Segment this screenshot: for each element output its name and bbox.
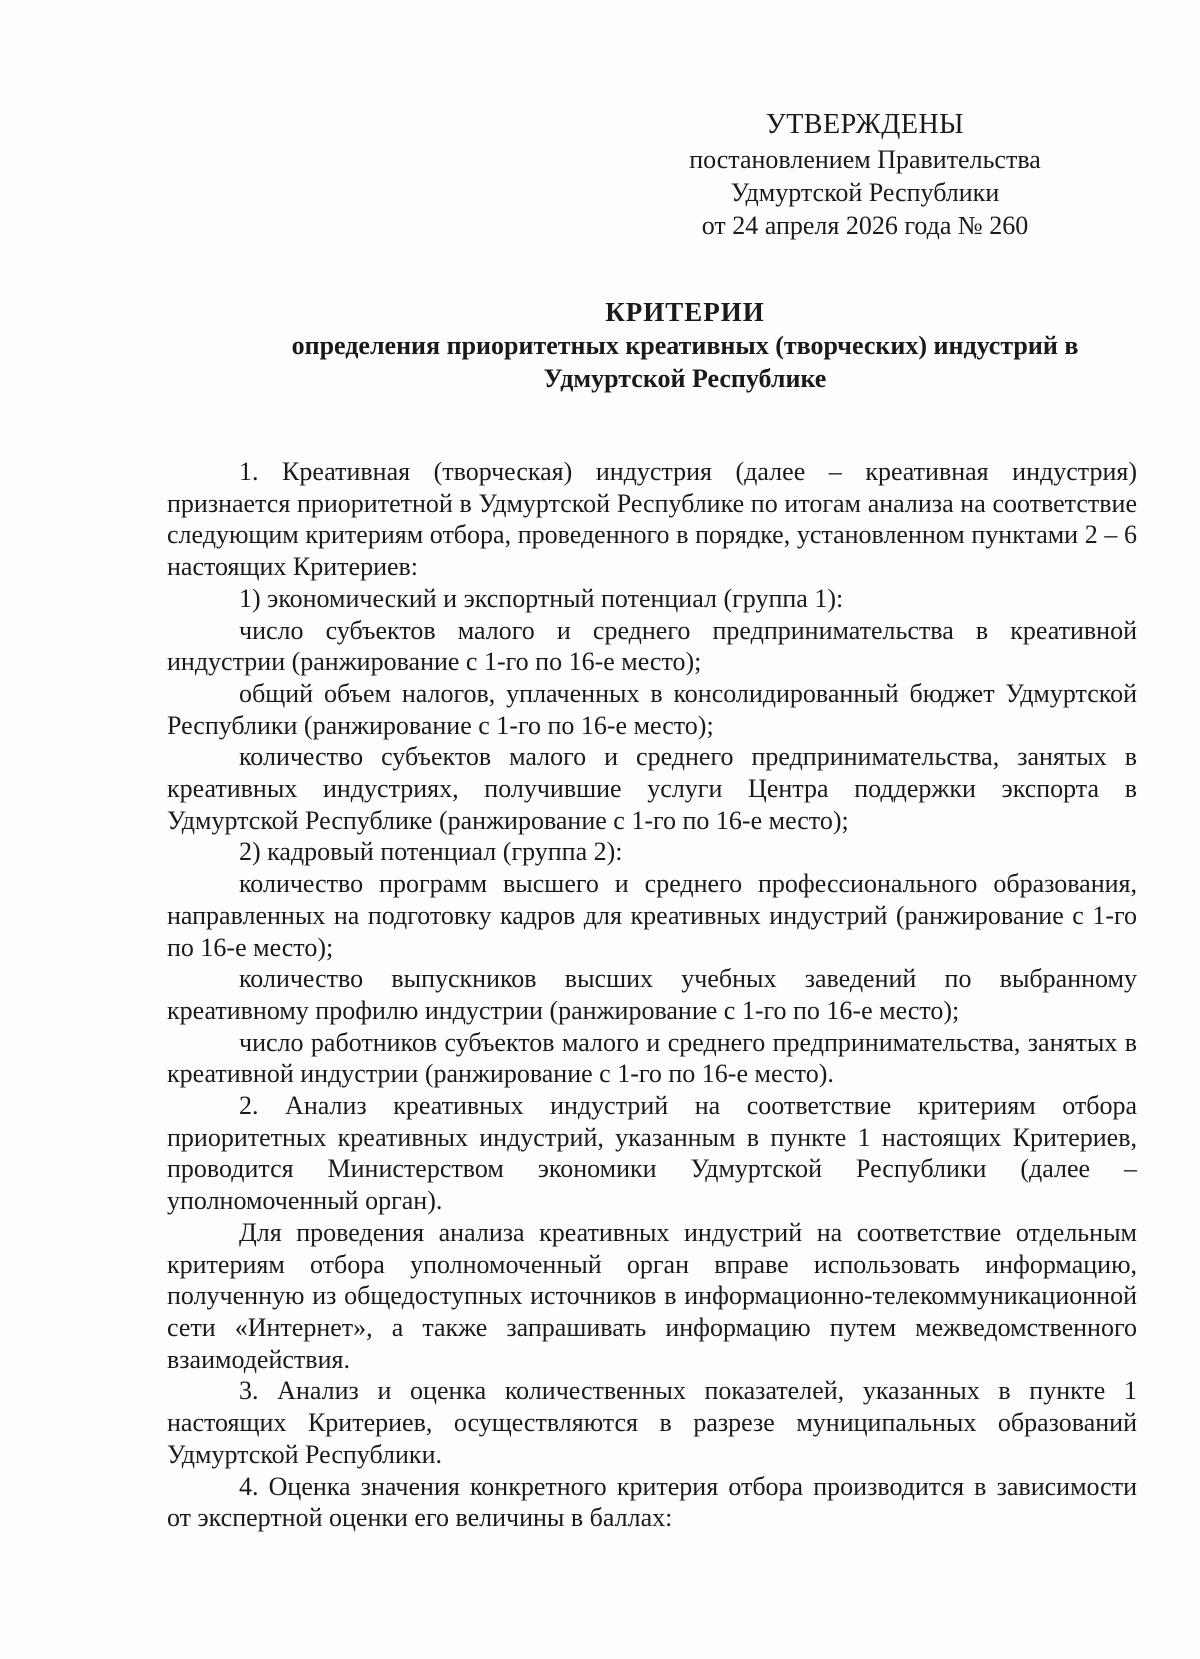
document-title: КРИТЕРИИ bbox=[605, 297, 765, 327]
document-subtitle: определения приоритетных креативных (творческих) индустрий в bbox=[291, 331, 1079, 360]
approval-line: Удмуртской Республики bbox=[730, 178, 1000, 207]
paragraph: Для проведения анализа креативных индустрий на соответствие отдельным критериям отбора уполномоченный орган вправе использовать информацию, полученную из общедоступных источников в информационно-телекоммуникационной сети «Интернет», а также запрашивать информацию путем межведомственного взаимодействия. bbox=[167, 1217, 1137, 1374]
paragraph: количество программ высшего и среднего профессионального образования, направленных на подготовку кадров для креативных индустрий (ранжирование с 1-го по 16-е место); bbox=[167, 869, 1137, 962]
paragraph: 1) экономический и экспортный потенциал (группа 1): bbox=[239, 583, 844, 613]
paragraph: общий объем налогов, уплаченных в консолидированный бюджет Удмуртской Республики (ранжирование с 1-го по 16-е место); bbox=[167, 678, 1137, 740]
paragraph: число работников субъектов малого и среднего предпринимательства, занятых в креативной индустрии (ранжирование с 1-го по 16-е место). bbox=[167, 1027, 1137, 1089]
paragraph: 2) кадровый потенциал (группа 2): bbox=[239, 837, 623, 867]
paragraph: количество субъектов малого и среднего предпринимательства, занятых в креативных индустриях, получившие услуги Центра поддержки экспорта в Удмуртской Республике (ранжирование с 1-го по 16-е место); bbox=[167, 742, 1137, 835]
paragraph: 4. Оценка значения конкретного критерия отбора производится в зависимости от экспертной оценки его величины в баллах: bbox=[167, 1471, 1137, 1533]
approval-line: постановлением Правительства bbox=[689, 145, 1041, 174]
paragraph: количество выпускников высших учебных заведений по выбранному креативному профилю индустрии (ранжирование с 1-го по 16-е место); bbox=[167, 964, 1137, 1025]
paragraph: число субъектов малого и среднего предпринимательства в креативной индустрии (ранжирование с 1-го по 16-е место); bbox=[167, 615, 1137, 677]
document-heading bbox=[160, 296, 1200, 395]
paragraph: 3. Анализ и оценка количественных показателей, указанных в пункте 1 настоящих Критериев, осуществляются в разрезе муниципальных образований Удмуртской Республики. bbox=[167, 1376, 1137, 1469]
document-subtitle: Удмуртской Республике bbox=[543, 364, 827, 393]
paragraph: 1. Креативная (творческая) индустрия (далее – креативная индустрия) признается приоритетной в Удмуртской Республике по итогам анализа на соответствие следующим критериям отбора, проведенного в порядке, установленном пунктами 2 – 6 настоящих Критериев: bbox=[167, 457, 1137, 582]
document-body bbox=[167, 456, 1137, 1534]
approval-title: УТВЕРЖДЕНЫ bbox=[765, 109, 965, 140]
approval-date-line: от 24 апреля 2026 года № 260 bbox=[701, 211, 1029, 240]
approval-stamp bbox=[640, 108, 1090, 242]
paragraph: 2. Анализ креативных индустрий на соответствие критериям отбора приоритетных креативных индустрий, указанным в пункте 1 настоящих Критериев, проводится Министерством экономики Удмуртской Республики (далее – уполномоченный орган). bbox=[167, 1091, 1137, 1216]
